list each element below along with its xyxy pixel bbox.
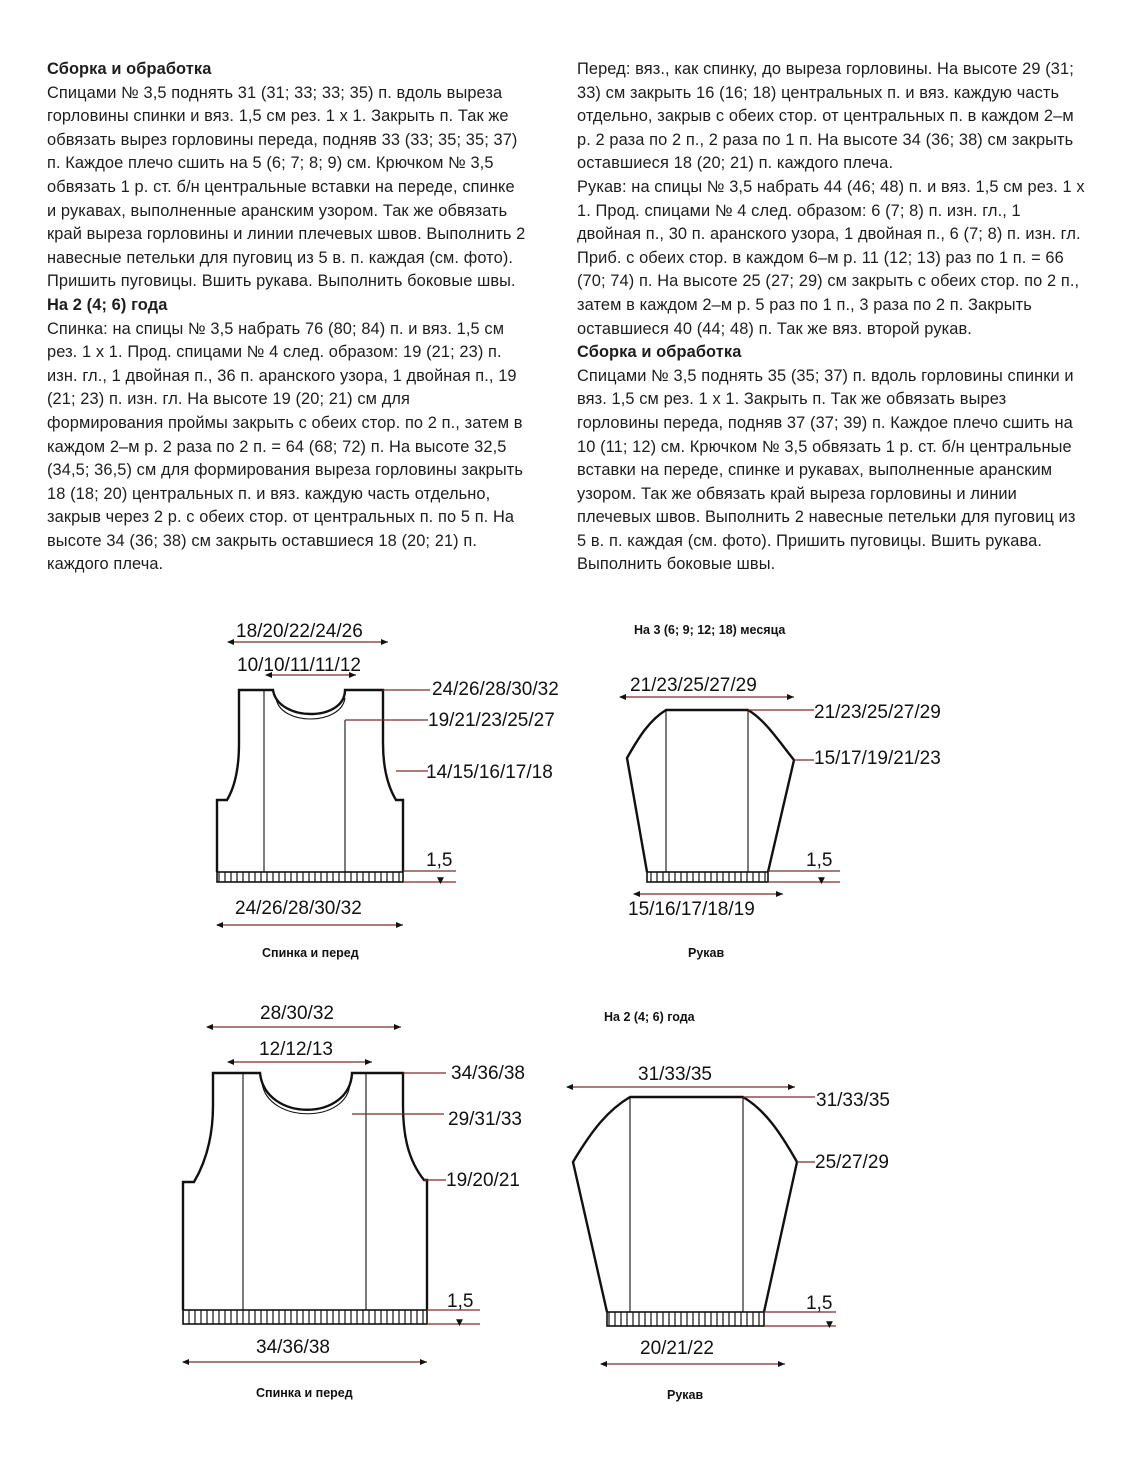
sleeve-bottom-width-label: 15/16/17/18/19 (628, 899, 755, 920)
rib-arrow-icon-2: ▼ (456, 1318, 463, 1328)
neck-height-label-2: 29/31/33 (448, 1109, 522, 1130)
sleeve-schematic-infant (620, 675, 941, 960)
body-caption: Спинка и перед (262, 946, 359, 960)
rib-label-2: 1,5 (447, 1291, 474, 1312)
sleeve-caption: Рукав (688, 946, 725, 960)
armhole-height-label-2: 19/20/21 (446, 1170, 520, 1191)
top-width-label-2: 28/30/32 (260, 1003, 334, 1024)
rib-band-2 (183, 1310, 427, 1324)
section-heading: Сборка и обработка (47, 60, 212, 78)
front-paragraph: Перед: вяз., как спинку, до выреза горловины. На высоте 29 (31; 33) см закрыть 16 (16; 18) центральных п. и вяз. каждую часть отдельно, закрыв с обеих стор. от центральных п. в каждом 2–м р. 2 раза по 2 п., 2 раза по 1 п. На высоте 34 (36; 38) см закрыть оставшиеся 18 (20; 21) п. каждого плеча. (577, 60, 1074, 173)
body-outline (217, 690, 403, 872)
body-schematic-infant (217, 621, 559, 960)
sleeve-rib-label-2: 1,5 (806, 1293, 833, 1314)
sleeve-rib-band-2 (607, 1312, 764, 1326)
section-heading-2: Сборка и обработка (577, 343, 742, 362)
sleeve-cap-label-2: 25/27/29 (815, 1152, 889, 1173)
body-schematic-child (183, 1003, 525, 1400)
sleeve-height-label-2: 31/33/35 (816, 1090, 890, 1111)
bottom-width-label: 24/26/28/30/32 (235, 898, 362, 919)
sleeve-height-label: 21/23/25/27/29 (814, 702, 941, 723)
size-heading: На 2 (4; 6) года (47, 295, 168, 314)
group-title-infant: На 3 (6; 9; 12; 18) месяца (634, 623, 786, 637)
sleeve-cap-label: 15/17/19/21/23 (814, 748, 941, 769)
sleeve-rib-label: 1,5 (806, 850, 833, 871)
total-height-label: 24/26/28/30/32 (432, 679, 559, 700)
group-title-child: На 2 (4; 6) года (604, 1010, 695, 1024)
sleeve-rib-arrow-icon: ▼ (818, 876, 825, 886)
assembly-paragraph-2: Спицами № 3,5 поднять 35 (35; 37) п. вдоль горловины спинки и вяз. 1,5 см рез. 1 х 1. Закрыть п. Так же обвязать вырез горловины переда, подняв 37 (37; 39) п. Каждое плечо сшить на 10 (11; 12) см. Крючком № 3,5 обвязать 1 р. ст. б/н центральные вставки на переде, спинке и рукавах, выполненные аранским узором. Так же обвязать край выреза горловины и линии плечевых швов. Выполнить 2 навесные петельки для пуговиц из 5 в. п. каждая (см. фото). Пришить пуговицы. Вшить рукава. Выполнить боковые швы. (577, 366, 1076, 574)
sleeve-paragraph: Рукав: на спицы № 3,5 набрать 44 (46; 48) п. и вяз. 1,5 см рез. 1 х 1. Прод. спицами № 4 след. образом: 6 (7; 8) п. изн. гл., 1 двойная п., 30 п. аранского узора, 1 двойная п., 6 (7; 8) п. изн. гл. Приб. с обеих стор. в каждом 6–м р. 11 (12; 13) раз по 1 п. = 66 (70; 74) п. На высоте 25 (27; 29) см закрыть с обеих стор. по 2 п., затем в каждом 2–м р. 5 раз по 1 п., 3 раза по 2 п. Закрыть оставшиеся 40 (44; 48) п. Так же вяз. второй рукав. (577, 177, 1085, 338)
sleeve-schematic-child (567, 1064, 890, 1402)
body-outline-2 (183, 1073, 427, 1310)
back-paragraph: Спинка: на спицы № 3,5 набрать 76 (80; 84) п. и вяз. 1,5 см рез. 1 х 1. Прод. спицами № 4 след. образом: 19 (21; 23) п. изн. гл., 1 двойная п., 36 п. аранского узора, 1 двойная п., 19 (21; 23) п. изн. гл. На высоте 19 (20; 21) см для формирования проймы закрыть с обеих стор. по 2 п., затем в каждом 2–м р. 2 раза по 2 п. = 64 (68; 72) п. На высоте 32,5 (34,5; 36,5) см для формирования выреза горловины закрыть 18 (18; 20) центральных п. и вяз. каждую часть отдельно, закрыв через 2 р. с обеих стор. от центральных п. по 5 п. На высоте 34 (36; 38) см закрыть оставшиеся 18 (20; 21) п. каждого плеча. (47, 319, 523, 574)
sleeve-caption-2: Рукав (667, 1388, 704, 1402)
sleeve-top-width-label-2: 31/33/35 (638, 1064, 712, 1085)
neck-height-label: 19/21/23/25/27 (428, 710, 555, 731)
sleeve-outline-2 (573, 1097, 797, 1312)
neck-width-label: 10/10/11/11/12 (237, 655, 361, 676)
total-height-label-2: 34/36/38 (451, 1063, 525, 1084)
sleeve-bottom-width-label-2: 20/21/22 (640, 1338, 714, 1359)
armhole-height-label: 14/15/16/17/18 (426, 762, 553, 783)
sleeve-rib-arrow-icon-2: ▼ (826, 1320, 833, 1330)
body-caption-2: Спинка и перед (256, 1386, 353, 1400)
top-width-label: 18/20/22/24/26 (236, 621, 363, 642)
rib-label: 1,5 (426, 850, 453, 871)
rib-arrow-icon: ▼ (437, 876, 444, 886)
sleeve-rib-band (647, 872, 768, 882)
neck-width-label-2: 12/12/13 (259, 1039, 333, 1060)
assembly-paragraph: Спицами № 3,5 поднять 31 (31; 33; 33; 35) п. вдоль выреза горловины спинки и вяз. 1,5 см рез. 1 х 1. Закрыть п. Так же обвязать вырез горловины переда, подняв 33 (33; 35; 35; 37) п. Каждое плечо сшить на 5 (6; 7; 8; 9) см. Крючком № 3,5 обвязать 1 р. ст. б/н центральные вставки на переде, спинке и рукавах, выполненные аранским узором. Так же обвязать край выреза горловины и линии плечевых швов. Выполнить 2 навесные петельки для пуговиц из 5 в. п. каждая (см. фото). Пришить пуговицы. Вшить рукава. Выполнить боковые швы. (47, 83, 526, 291)
sleeve-outline (627, 710, 794, 872)
rib-band (217, 872, 403, 882)
bottom-width-label-2: 34/36/38 (256, 1337, 330, 1358)
sleeve-top-width-label: 21/23/25/27/29 (630, 675, 757, 696)
